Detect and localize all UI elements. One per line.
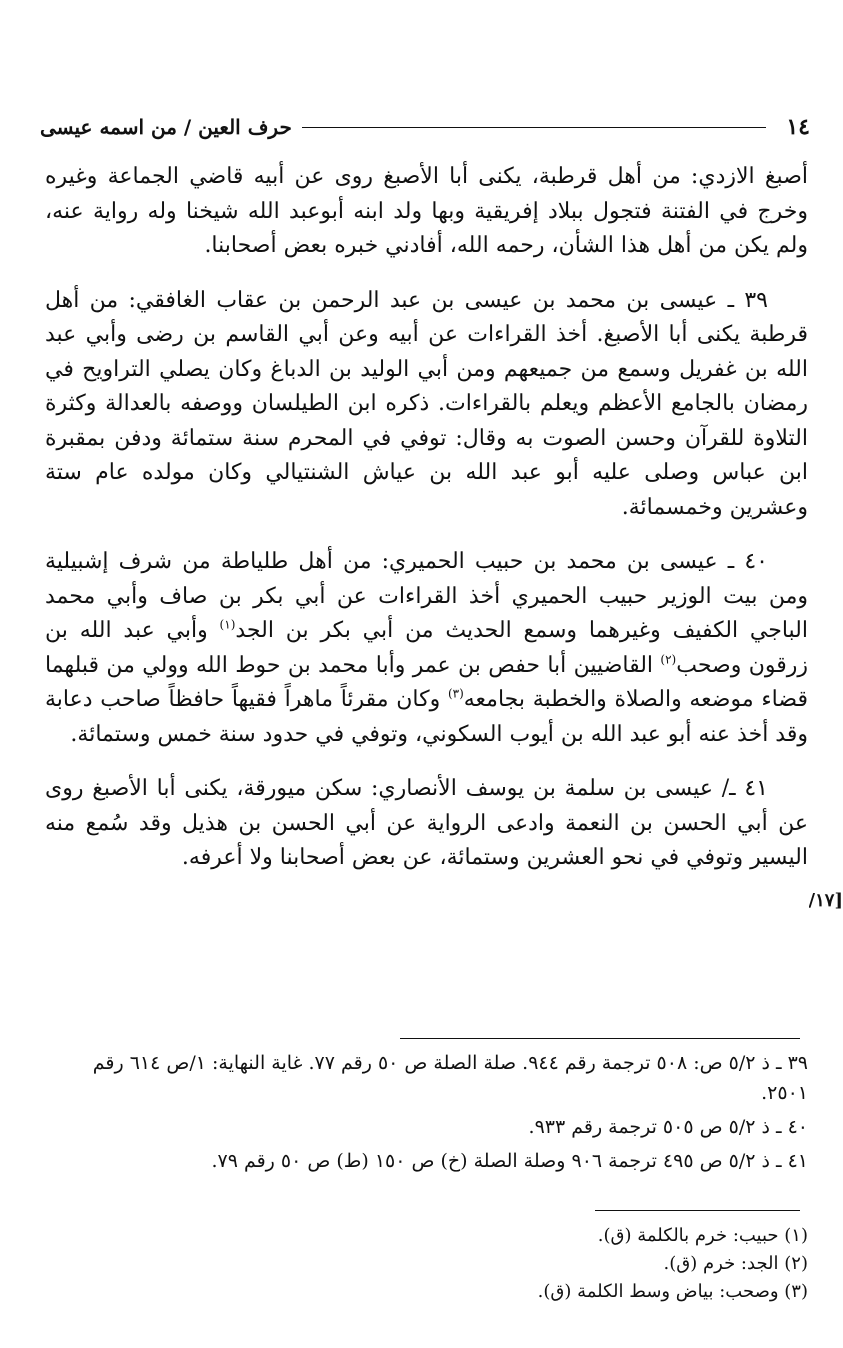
margin-page-reference: [١٧/ [809,890,843,911]
entry-40-part-2: وأبي عبد الله بن زرقون وصحب [45,618,809,678]
sources-list [45,1048,808,1180]
source-entry-41: ٤١ ـ ذ ٥/٢ ص ٤٩٥ ترجمة ٩٠٦ وصلة الصلة (خ) ص ١٥٠ (ط) ص ٥٠ رقم ٧٩. [211,1150,808,1172]
footnote-ref-1: (١) [219,617,236,632]
entry-41: ٤١ ـ/ عيسى بن سلمة بن يوسف الأنصاري: سكن ميورقة، يكنى أبا الأصبغ روى عن أبي الحسن بن النعمة وادعى الرواية عن أبي الحسن بن هذيل وقد سُمع منه اليسير وتوفي في نحو العشرين وستمائة، عن بعض أصحابنا ولا أعرفه. [45,776,808,870]
page-header [40,112,810,142]
footnotes-divider [595,1210,800,1211]
footnote-ref-2: (٢) [660,652,677,667]
running-title: حرف العين / من اسمه عيسى [40,115,292,139]
entry-40 [45,545,808,752]
footnote-3: (٣) وصحب: بياض وسط الكلمة (ق). [537,1281,808,1302]
paragraph-continuation: أصبغ الازدي: من أهل قرطبة، يكنى أبا الأصبغ روى عن أبيه قاضي الجماعة وغيره وخرج في الفتنة فتجول ببلاد إفريقية وبها ولد ابنه أبوعبد الله شيخنا وله رواية عنه، ولم يكن من أهل هذا الشأن، رحمه الله، أفادني خبره بعض أصحابنا. [45,164,808,258]
entry-40-part-3: القاضيين أبا حفص بن عمر وأبا محمد بن حوط الله وولي من قبلهما قضاء موضعه والصلاة والخطبة بجامعه [45,652,808,712]
header-rule [302,127,767,128]
footnote-ref-3: (٣) [447,686,464,701]
entry-40-part-4: وكان مقرئاً ماهراً فقيهاً حافظاً صاحب دعابة وقد أخذ عنه أبو عبد الله بن أيوب السكوني، وتوفي في حدود سنة خمس وستمائة. [45,687,808,747]
entry-39: ٣٩ ـ عيسى بن محمد بن عيسى بن عبد الرحمن بن عقاب الغافقي: من أهل قرطبة يكنى أبا الأصبغ. أخذ القراءات عن أبيه وعن أبي القاسم بن رضى وأبي عبد الله بن غفريل وسمع من جميعهم ومن أبي الوليد بن الدباغ وكان يصلي التراويح في رمضان بالجامع الأعظم ويعلم بالقراءات. ذكره ابن الطيلسان ووصفه بالعدالة وكثرة التلاوة للقرآن وحسن الصوت به وقال: توفي في المحرم سنة ستمائة ودفن بمقبرة ابن عباس وصلى عليه أبو عبد الله بن عياش الشنتيالي وكان مولده عام ستة وعشرين وخمسمائة. [45,287,808,520]
footnotes-list [45,1222,808,1306]
footnote-2: (٢) الجد: خرم (ق). [663,1253,808,1274]
main-text [45,160,808,896]
source-entry-39: ٣٩ ـ ذ ٥/٢ ص: ٥٠٨ ترجمة رقم ٩٤٤. صلة الصلة ص ٥٠ رقم ٧٧. غاية النهاية: ١/ص ٦١٤ رقم ٢٥٠١. [92,1052,808,1104]
sources-divider [400,1038,800,1039]
source-entry-40: ٤٠ ـ ذ ٥/٢ ص ٥٠٥ ترجمة رقم ٩٣٣. [528,1116,808,1138]
footnote-1: (١) حبيب: خرم بالكلمة (ق). [597,1225,808,1246]
page-number: ١٤ [786,114,810,140]
entry-40-part-1: ٤٠ ـ عيسى بن محمد بن حبيب الحميري: من أهل طلياطة من شرف إشبيلية ومن بيت الوزير حبيب الحميري أخذ القراءات عن أبي بكر بن صاف وأبي محمد الباجي الكفيف وغيرهما وسمع الحديث من أبي بكر بن الجد [45,549,808,643]
